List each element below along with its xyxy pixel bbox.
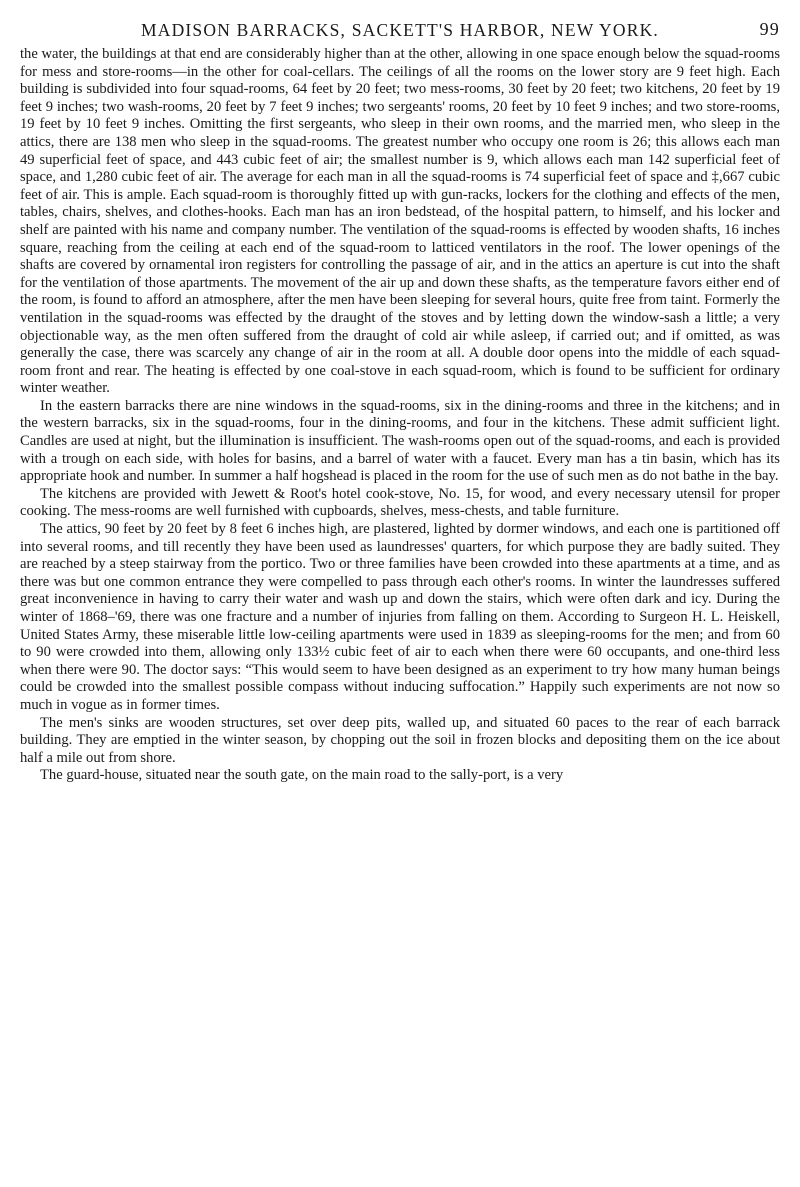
paragraph-sinks: The men's sinks are wooden structures, set over deep pits, walled up, and situated 60 paces to the rear of each barrack building. They are emptied in the winter season, by chopping out the soil in frozen blocks and depositing them on the ice about half a mile out from shore.: [20, 714, 780, 766]
paragraph-windows: In the eastern barracks there are nine windows in the squad-rooms, six in the dining-rooms and three in the kitchens; and in the western barracks, six in the squad-rooms, four in the dining-rooms, and four in the kitchens. These admit sufficient light. Candles are used at night, but the illumination is insufficient. The wash-rooms open out of the squad-rooms, and each is provided with a trough on each side, with holes for basins, and a barrel of water with a faucet. Every man has a tin basin, which has its appropriate hook and number. In summer a half hogshead is placed in the room for the use of such men as do not bathe in the bay.: [20, 397, 780, 485]
body-text: [20, 46, 780, 785]
page-number: 99: [759, 19, 780, 39]
paragraph-guard-house: The guard-house, situated near the south gate, on the main road to the sally-port, is a very: [40, 767, 564, 784]
paragraph-kitchens: The kitchens are provided with Jewett & Root's hotel cook-stove, No. 15, for wood, and every necessary utensil for proper cooking. The mess-rooms are well furnished with cupboards, shelves, mess-chests, and table furniture.: [20, 485, 780, 520]
running-head-title: MADISON BARRACKS, SACKETT'S HARBOR, NEW YORK.: [140, 20, 660, 40]
running-head: [20, 16, 780, 46]
paragraph-continuation: the water, the buildings at that end are considerably higher than at the other, allowing in one space enough below the squad-rooms for mess and store-rooms—in the other for coal-cellars. The ceilings of all the rooms on the lower story are 9 feet high. Each building is subdivided into four squad-rooms, 64 feet by 20 feet; two mess-rooms, 30 feet by 20 feet; two kitchens, 20 feet by 19 feet 9 inches; two wash-rooms, 20 feet by 7 feet 9 inches; two sergeants' rooms, 20 feet by 10 feet 9 inches; and two store-rooms, 19 feet by 10 feet 9 inches. Omitting the first sergeants, who sleep in their own rooms, and the married men, who sleep in the attics, there are 138 men who sleep in the squad-rooms. The greatest number who occupy one room is 26; this allows each man 49 superficial feet of space, and 443 cubic feet of air; the smallest number is 9, which allows each man 142 superficial feet of space, and 1,280 cubic feet of air. The average for each man in all the squad-rooms is 74 superficial feet of space and ‡,667 cubic feet of air. This is ample. Each squad-room is thoroughly fitted up with gun-racks, lockers for the clothing and effects of the men, tables, chairs, shelves, and clothes-hooks. Each man has an iron bedstead, of the hospital pattern, to himself, and his locker and shelf are painted with his name and company number. The ventilation of the squad-rooms is effected by wooden shafts, 16 inches square, reaching from the ceiling at each end of the squad-room to latticed ventilators in the roof. The lower openings of the shafts are covered by ornamental iron registers for controlling the passage of air, and in the attics an aperture is cut into the shaft for the ventilation of those apartments. The movement of the air up and down these shafts, as the temperature favors either end of the room, is found to afford an atmosphere, after the men have been sleeping for several hours, quite free from taint. Formerly the ventilation in the squad-rooms was effected by the draught of the stoves and by letting down the window-sash a little; a very objectionable way, as the men often suffered from the draught of cold air while asleep, if carried out; and if omitted, as was generally the case, there was scarcely any change of air in the room at all. A double door opens into the middle of each squad-room front and rear. The heating is effected by one coal-stove in each squad-room, which is found to be sufficient for ordinary winter weather.: [20, 46, 780, 397]
paragraph-attics: The attics, 90 feet by 20 feet by 8 feet 6 inches high, are plastered, lighted by dormer windows, and each one is partitioned off into several rooms, and till recently they have been used as laundresses' quarters, for which purpose they are badly suited. They are reached by a steep stairway from the portico. Two or three families have been crowded into these apartments at a time, and as there was but one common entrance they were compelled to pass through each other's rooms. In winter the laundresses suffered great inconvenience in having to carry their water and wash up and down the stairs, which were often dark and icy. During the winter of 1868–'69, there was one fracture and a number of injuries from falling on them. According to Surgeon H. L. Heiskell, United States Army, these miserable little low-ceiling apartments were used in 1839 as sleeping-rooms for the men; and from 60 to 90 were crowded into them, allowing only 133½ cubic feet of air to each when there were 60 occupants, and one-third less when there were 90. The doctor says: “This would seem to have been designed as an experiment to try how many human beings could be crowded into the smallest possible compass without inducing suffocation.” Happily such experiments are not now so much in vogue as in former times.: [20, 521, 780, 713]
book-page: [20, 16, 780, 785]
